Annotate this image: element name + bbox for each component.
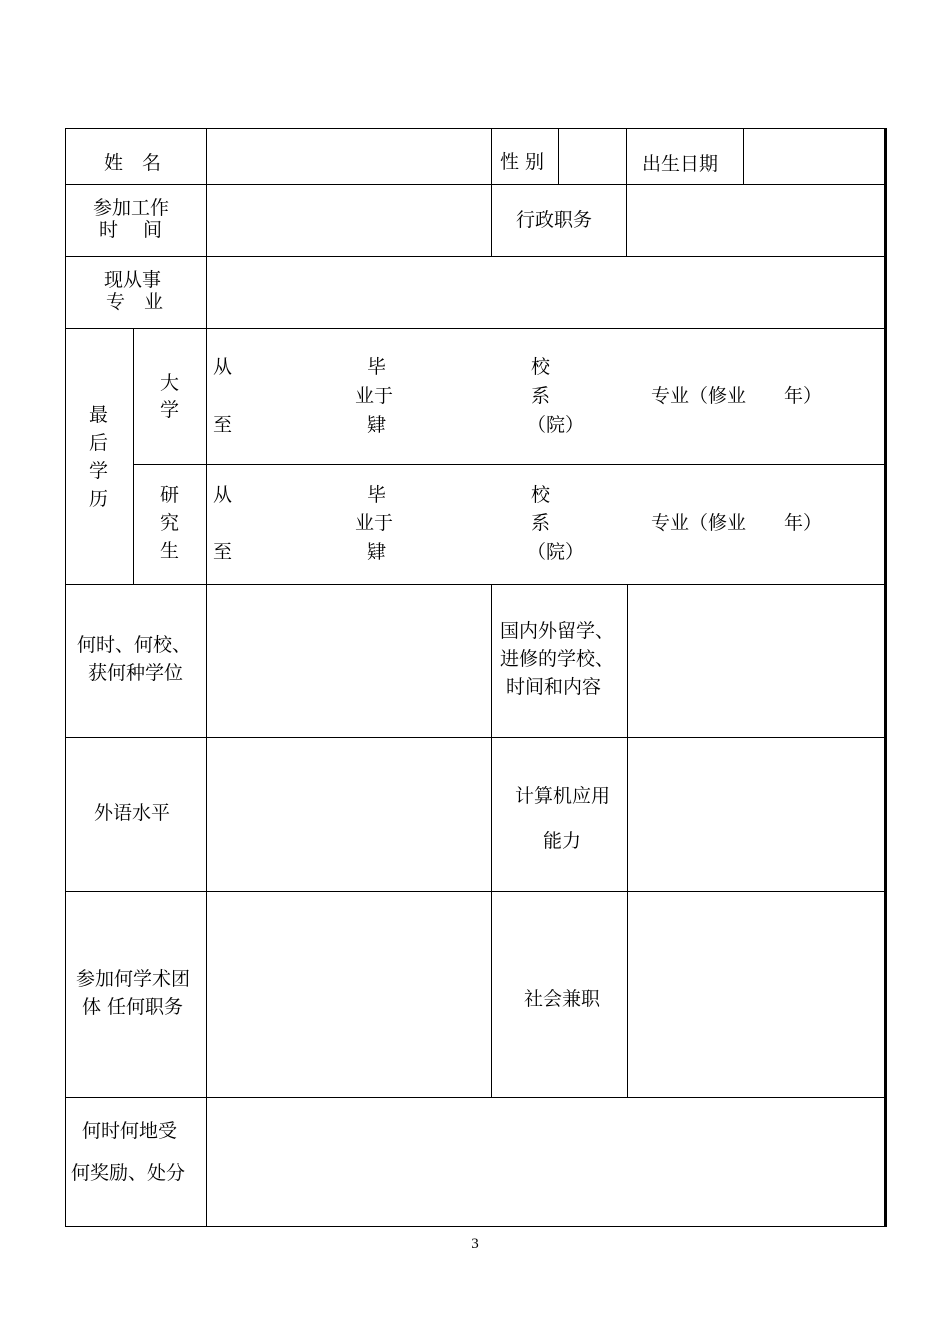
admin-post-label: 行政职务 xyxy=(516,209,593,231)
computer-label-line2: 能力 xyxy=(543,830,582,852)
academic-label-line1: 参加何学术团 xyxy=(76,968,191,990)
col-divider xyxy=(491,128,492,257)
award-label-line2: 何奖励、处分 xyxy=(71,1162,186,1184)
from-label: 从 xyxy=(213,484,233,506)
col-divider xyxy=(206,128,207,1226)
major-label-line2: 专 业 xyxy=(106,291,164,313)
from-school-label: 业于 xyxy=(355,512,394,534)
academic-label-line2: 体 任何职务 xyxy=(82,996,184,1018)
department-label: 系 xyxy=(531,512,551,534)
study-abroad-label-line1: 国内外留学、 xyxy=(500,620,615,642)
graduated-label: 毕 xyxy=(367,356,387,378)
gender-label: 性 别 xyxy=(500,151,545,173)
row-divider xyxy=(65,584,885,585)
row-divider xyxy=(65,1097,885,1098)
major-years-label: 专业（修业 年） xyxy=(651,385,823,407)
degree-label-line1: 何时、何校、 xyxy=(77,634,192,656)
to-label: 至 xyxy=(213,414,233,436)
education-label-char: 学 xyxy=(89,460,109,482)
col-divider xyxy=(626,128,627,257)
col-divider xyxy=(558,128,559,185)
language-label: 外语水平 xyxy=(94,802,171,824)
department-label: 系 xyxy=(531,385,551,407)
col-divider xyxy=(627,584,628,1098)
work-start-label-line1: 参加工作 xyxy=(93,197,170,219)
name-label: 姓 名 xyxy=(104,152,162,174)
social-role-label: 社会兼职 xyxy=(524,988,601,1010)
col-divider xyxy=(743,128,744,185)
university-label-char: 学 xyxy=(160,399,180,421)
university-label-char: 大 xyxy=(160,372,180,394)
attended-label: 肄 xyxy=(367,414,387,436)
study-abroad-label-line3: 时间和内容 xyxy=(506,676,602,698)
from-school-label: 业于 xyxy=(355,385,394,407)
school-label: 校 xyxy=(531,484,551,506)
college-label: （院） xyxy=(527,414,585,436)
award-label-line1: 何时何地受 xyxy=(82,1120,178,1142)
graduate-label-char: 研 xyxy=(160,484,180,506)
work-start-label-line2: 时 间 xyxy=(99,219,163,241)
education-label-char: 最 xyxy=(89,404,109,426)
page-number: 3 xyxy=(471,1236,479,1252)
form-table xyxy=(65,128,887,1227)
education-label-char: 后 xyxy=(89,432,109,454)
education-label-char: 历 xyxy=(89,488,109,510)
row-divider xyxy=(65,256,885,257)
birth-date-label: 出生日期 xyxy=(642,153,719,175)
major-label-line1: 现从事 xyxy=(104,269,162,291)
col-divider xyxy=(491,584,492,1098)
row-divider xyxy=(65,891,885,892)
college-label: （院） xyxy=(527,541,585,563)
major-years-label: 专业（修业 年） xyxy=(651,512,823,534)
graduate-label-char: 生 xyxy=(160,540,180,562)
row-divider xyxy=(65,328,885,329)
degree-label-line2: 获何种学位 xyxy=(88,662,184,684)
col-divider xyxy=(133,328,134,585)
to-label: 至 xyxy=(213,541,233,563)
row-divider xyxy=(133,464,885,465)
row-divider xyxy=(65,737,885,738)
attended-label: 肄 xyxy=(367,541,387,563)
row-divider xyxy=(65,184,885,185)
school-label: 校 xyxy=(531,356,551,378)
graduated-label: 毕 xyxy=(367,484,387,506)
computer-label-line1: 计算机应用 xyxy=(515,785,611,807)
from-label: 从 xyxy=(213,356,233,378)
graduate-label-char: 究 xyxy=(160,512,180,534)
study-abroad-label-line2: 进修的学校、 xyxy=(500,648,615,670)
